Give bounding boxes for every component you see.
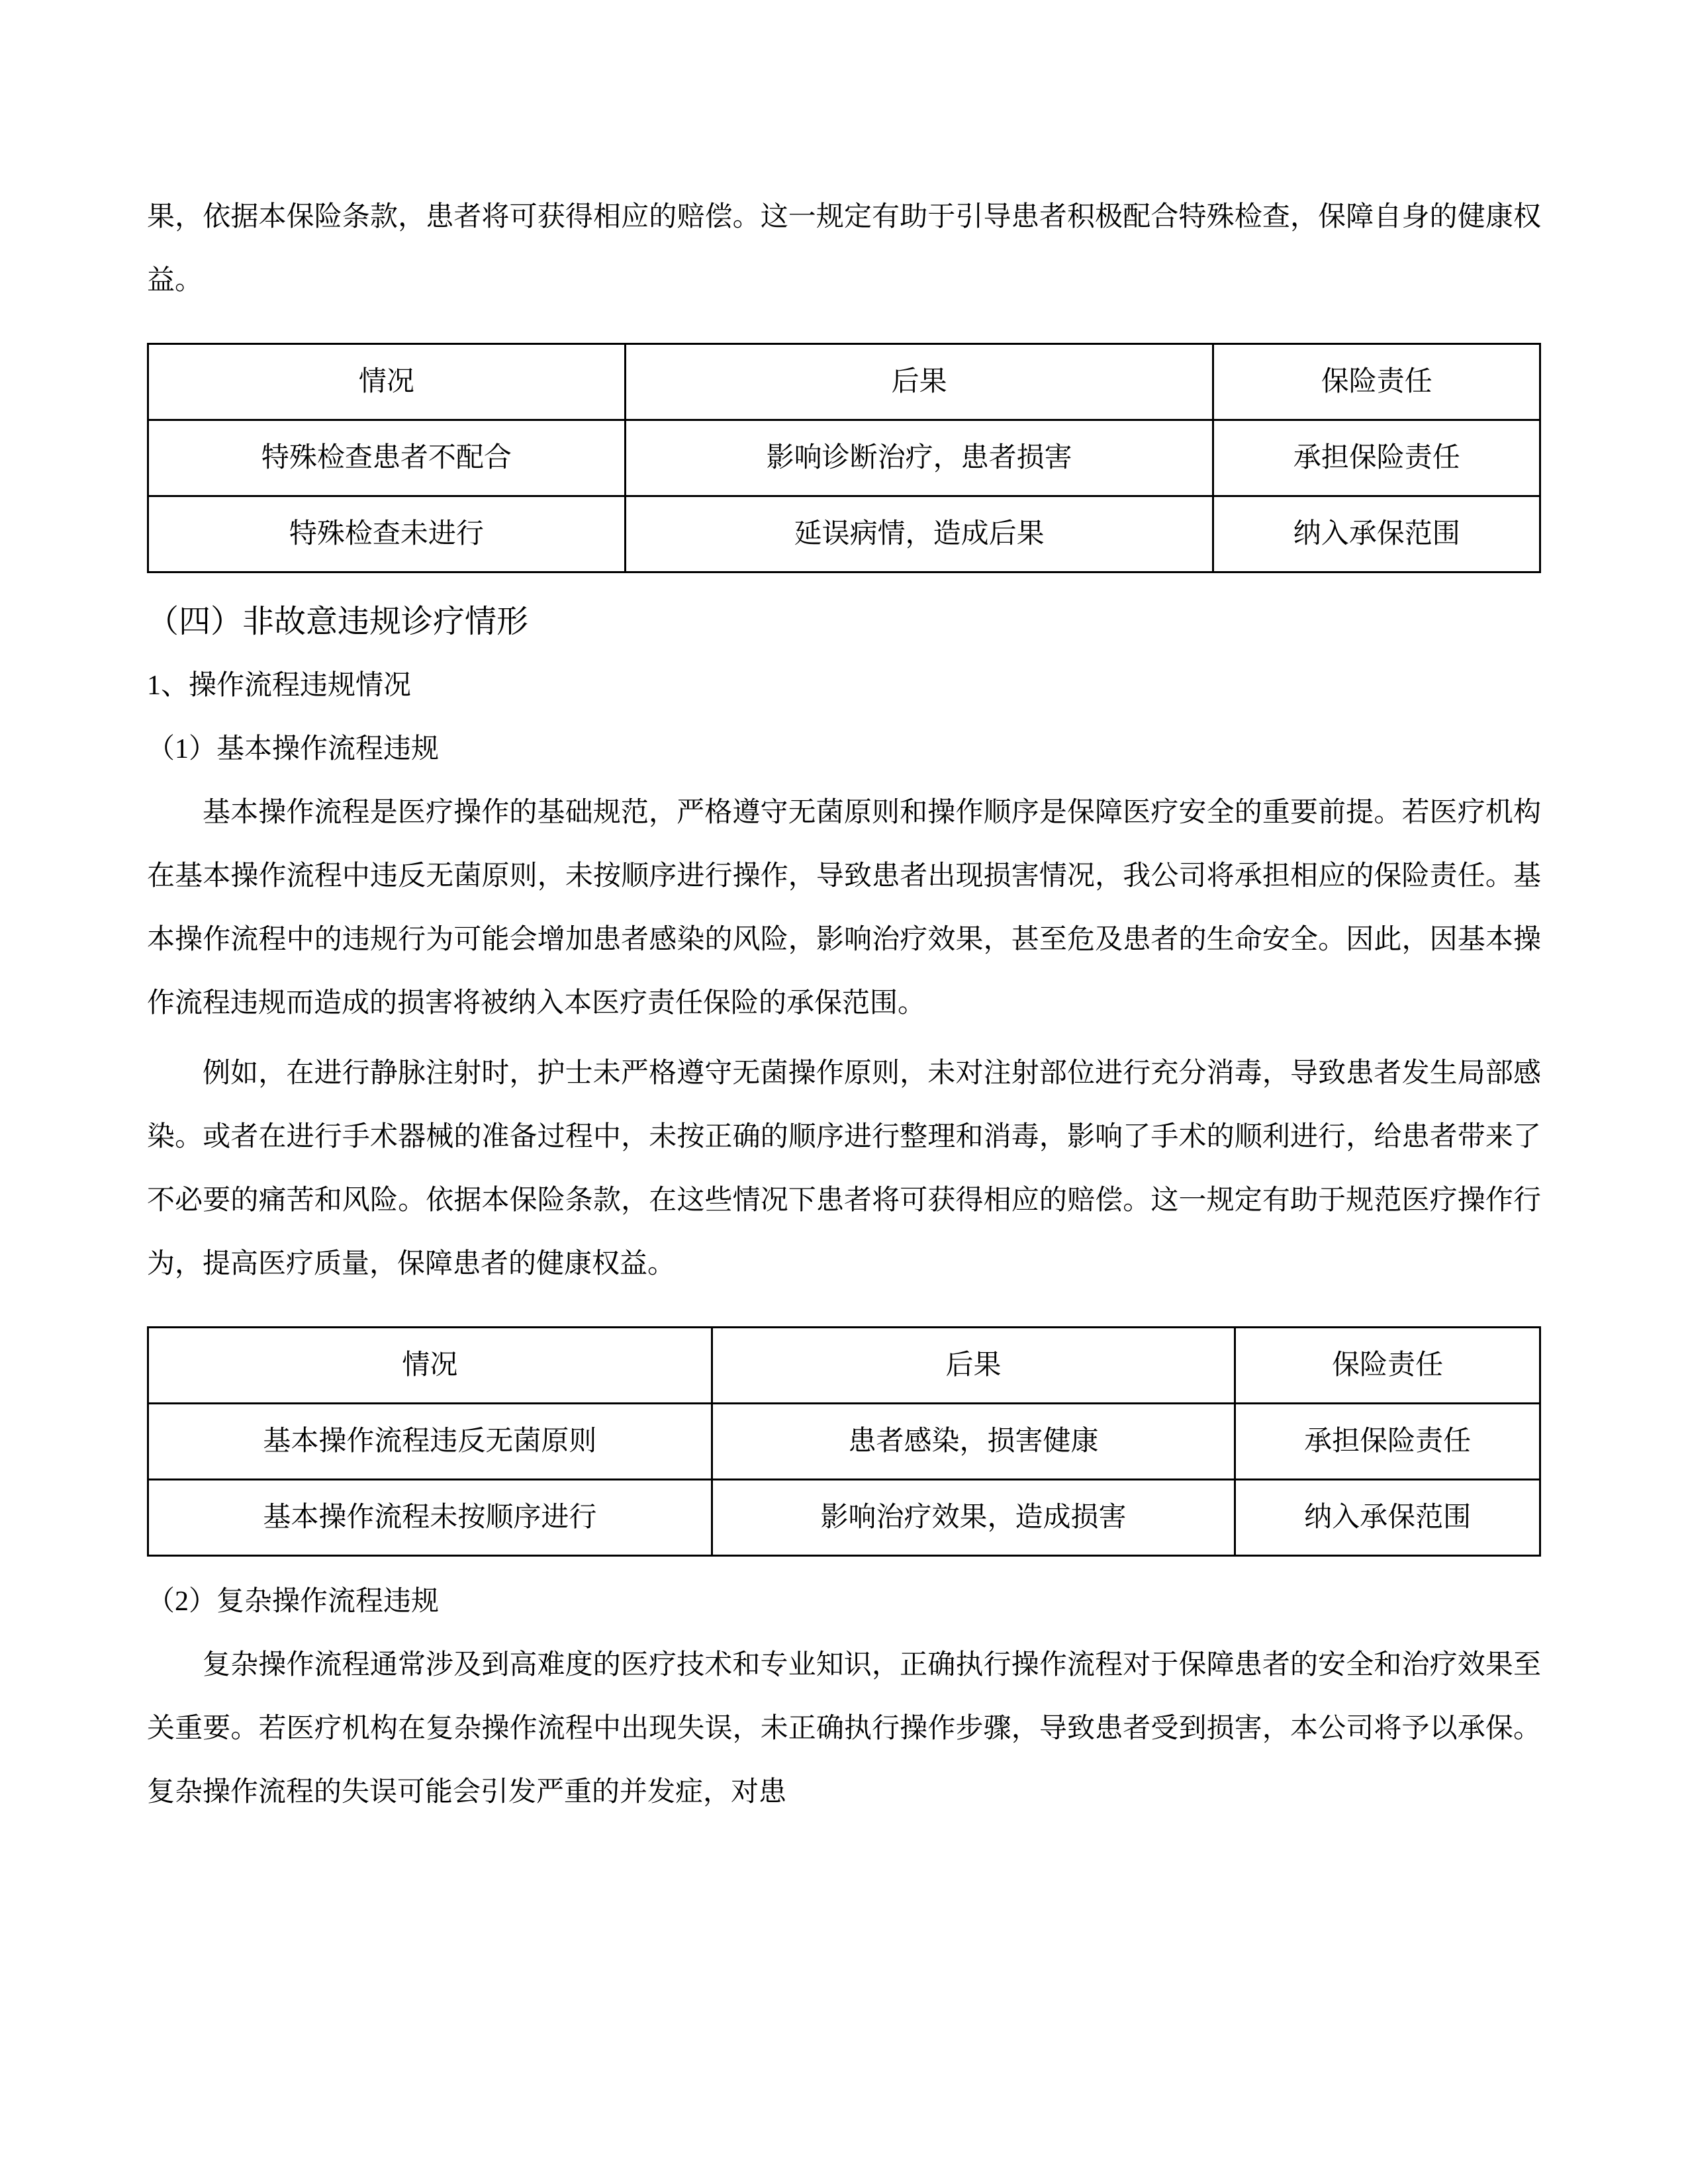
table-header-cell: 保险责任 [1213, 344, 1540, 420]
special-exam-table [147, 343, 1541, 573]
table-row [148, 420, 1540, 496]
table-cell: 影响诊断治疗，患者损害 [625, 420, 1213, 496]
table-header-cell: 情况 [148, 344, 626, 420]
section-heading: （四）非故意违规诊疗情形 [147, 604, 529, 639]
table-cell: 延误病情，造成后果 [625, 496, 1213, 572]
table-row [148, 1480, 1540, 1556]
table-row [148, 496, 1540, 572]
body-paragraph-3: 复杂操作流程通常涉及到高难度的医疗技术和专业知识，正确执行操作流程对于保障患者的安全和治疗效果至关重要。若医疗机构在复杂操作流程中出现失误，未正确执行操作步骤，导致患者受到损害，本公司将予以承保。复杂操作流程的失误可能会引发严重的并发症，对患 [147, 1650, 1541, 1807]
table-cell: 承担保险责任 [1213, 420, 1540, 496]
table-cell: 基本操作流程违反无菌原则 [148, 1404, 712, 1480]
table-header-row [148, 344, 1540, 420]
table-header-cell: 后果 [625, 344, 1213, 420]
table-header-cell: 情况 [148, 1328, 712, 1404]
table-cell: 影响治疗效果，造成损害 [712, 1480, 1235, 1556]
sub-heading-1: 1、操作流程违规情况 [147, 670, 412, 701]
table-cell: 特殊检查患者不配合 [148, 420, 626, 496]
body-paragraph-2: 例如，在进行静脉注射时，护士未严格遵守无菌操作原则，未对注射部位进行充分消毒，导致患者发生局部感染。或者在进行手术器械的准备过程中，未按正确的顺序进行整理和消毒，影响了手术的顺利进行，给患者带来了不必要的痛苦和风险。依据本保险条款，在这些情况下患者将可获得相应的赔偿。这一规定有助于规范医疗操作行为，提高医疗质量，保障患者的健康权益。 [147, 1058, 1541, 1279]
sub-heading-3: （2）复杂操作流程违规 [147, 1586, 440, 1617]
basic-procedure-table [147, 1326, 1541, 1557]
intro-paragraph: 果，依据本保险条款，患者将可获得相应的赔偿。这一规定有助于引导患者积极配合特殊检查，保障自身的健康权益。 [147, 202, 1541, 296]
table-cell: 纳入承保范围 [1213, 496, 1540, 572]
table-cell: 纳入承保范围 [1235, 1480, 1540, 1556]
table-header-row [148, 1328, 1540, 1404]
table-cell: 承担保险责任 [1235, 1404, 1540, 1480]
sub-heading-2: （1）基本操作流程违规 [147, 734, 440, 764]
table-cell: 患者感染，损害健康 [712, 1404, 1235, 1480]
table-header-cell: 保险责任 [1235, 1328, 1540, 1404]
table-header-cell: 后果 [712, 1328, 1235, 1404]
body-paragraph-1: 基本操作流程是医疗操作的基础规范，严格遵守无菌原则和操作顺序是保障医疗安全的重要前提。若医疗机构在基本操作流程中违反无菌原则，未按顺序进行操作，导致患者出现损害情况，我公司将承担相应的保险责任。基本操作流程中的违规行为可能会增加患者感染的风险，影响治疗效果，甚至危及患者的生命安全。因此，因基本操作流程违规而造成的损害将被纳入本医疗责任保险的承保范围。 [147, 797, 1541, 1019]
table-cell: 特殊检查未进行 [148, 496, 626, 572]
table-row [148, 1404, 1540, 1480]
table-cell: 基本操作流程未按顺序进行 [148, 1480, 712, 1556]
